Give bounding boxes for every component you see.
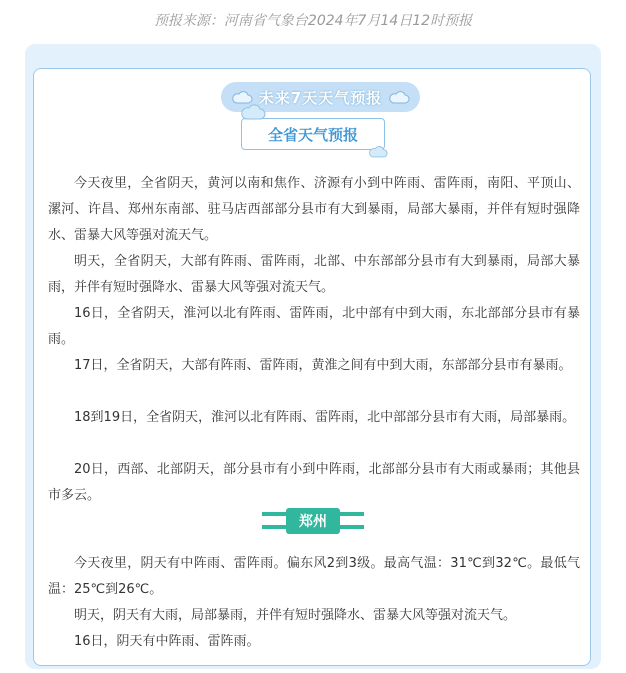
cloud-icon xyxy=(240,103,266,120)
city-title: 郑州 xyxy=(286,508,340,534)
cloud-icon xyxy=(368,145,388,158)
province-paragraph: 18到19日，全省阴天，淮河以北有阵雨、雷阵雨，北中部部分县市有大雨，局部暴雨。 xyxy=(74,410,576,425)
city-paragraph: 明天，阴天有大雨，局部暴雨，并伴有短时强降水、雷暴大风等强对流天气。 xyxy=(74,608,517,623)
province-paragraph: 17日，全省阴天，大部有阵雨、雷阵雨，黄淮之间有中到大雨，东部部分县市有暴雨。 xyxy=(74,358,572,373)
province-paragraph: 明天，全省阴天，大部有阵雨、雷阵雨，北部、中东部部分县市有大到暴雨，局部大暴雨，并伴有短时强降水、雷暴大风等强对流天气。 xyxy=(48,254,580,295)
city-section-title xyxy=(262,503,364,539)
province-paragraph: 今天夜里，全省阴天，黄河以南和焦作、济源有小到中阵雨、雷阵雨，南阳、平顶山、漯河、许昌、郑州东南部、驻马店西部部分县市有大到暴雨，局部大暴雨，并伴有短时强降水、雷暴大风等强对流天气。 xyxy=(48,176,580,243)
main-title: 未来7天天气预报 xyxy=(258,88,383,107)
city-paragraph: 16日，阴天有中阵雨、雷阵雨。 xyxy=(74,634,260,649)
source-line: 预报来源：河南省气象台2024年7月14日12时预报 xyxy=(153,13,473,29)
province-paragraph: 20日，西部、北部阴天，部分县市有小到中阵雨，北部部分县市有大雨或暴雨；其他县市多云。 xyxy=(48,462,580,503)
province-section-title xyxy=(241,118,385,150)
province-paragraph: 16日，全省阴天，淮河以北有阵雨、雷阵雨，北中部有中到大雨，东北部部分县市有暴雨。 xyxy=(48,306,580,347)
cloud-icon xyxy=(388,90,410,104)
province-title: 全省天气预报 xyxy=(267,125,358,144)
city-paragraph: 今天夜里，阴天有中阵雨、雷阵雨。偏东风2到3级。最高气温：31℃到32℃。最低气温：25℃到26℃。 xyxy=(48,556,580,597)
cloud-icon xyxy=(231,90,253,104)
